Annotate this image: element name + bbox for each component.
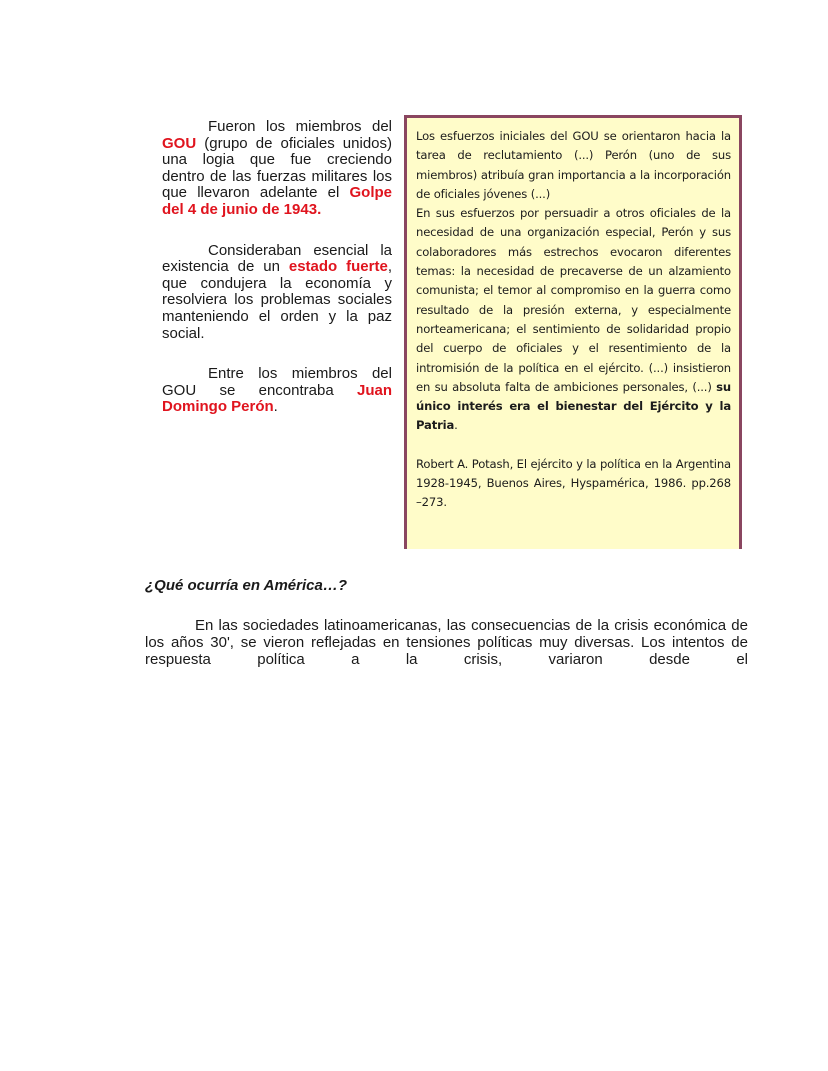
peron-highlight: Juan Domingo Perón [162, 381, 392, 416]
quote-citation: Robert A. Potash, El ejército y la política en la Argentina 1928-1945, Buenos Aires, Hyspamérica, 1986. pp.268 –273. [416, 456, 731, 510]
text: . [454, 418, 458, 433]
section-heading: ¿Qué ocurría en América…? [145, 577, 348, 594]
text: En sus esfuerzos por persuadir a otros oficiales de la necesidad de una organización especial, Perón y sus colaboradores más estrechos evocaron diferentes temas: la necesidad de precaverse de un alzamiento comunista; el temor al compromiso en la guerra como resultado de la presión externa, y especialmente norteamericana; el sentimiento de solidaridad propio del cuerpo de oficiales y el resentimiento de la intromisión de la política en el ejército. (...) insistieron en su absoluta falta de ambiciones personales, (...) [416, 206, 731, 394]
estado-fuerte-highlight: estado fuerte [288, 258, 388, 276]
text: . [273, 398, 278, 416]
estado-fuerte-paragraph [162, 243, 392, 343]
text: Fueron los miembros del [208, 118, 392, 135]
quote-text-2 [416, 204, 731, 436]
text: Consideraban esencial la existencia de un [162, 241, 392, 276]
gou-highlight: GOU [162, 134, 197, 152]
peron-paragraph [162, 366, 392, 416]
text: . [317, 200, 322, 218]
left-column [162, 119, 392, 440]
text: , que condujera la economía y resolviera los problemas sociales manteniendo el orden y la paz social. [162, 258, 392, 342]
gou-intro-paragraph [162, 119, 392, 219]
golpe-highlight: Golpe del 4 de junio de 1943 [162, 184, 392, 218]
section-body-paragraph: En las sociedades latinoamericanas, las consecuencias de la crisis económica de los años 30', se vieron reflejadas en tensiones políticas muy diversas. Los intentos de respuesta política a la crisis, variaron desde el [145, 617, 748, 668]
quote-bold-text: su único interés era el bienestar del Ejército y la Patria [416, 379, 731, 433]
text: (grupo de oficiales unidos) una logia que fue creciendo dentro de las fuerzas militares los que llevaron adelante el [162, 134, 392, 202]
quote-box [404, 115, 742, 549]
quote-text-1: Los esfuerzos iniciales del GOU se orientaron hacia la tarea de reclutamiento (...) Perón (uno de sus miembros) atribuía gran importancia a la incorporación de oficiales jóvenes (...) [416, 129, 731, 201]
text: Entre los miembros del GOU se encontraba [162, 365, 392, 399]
